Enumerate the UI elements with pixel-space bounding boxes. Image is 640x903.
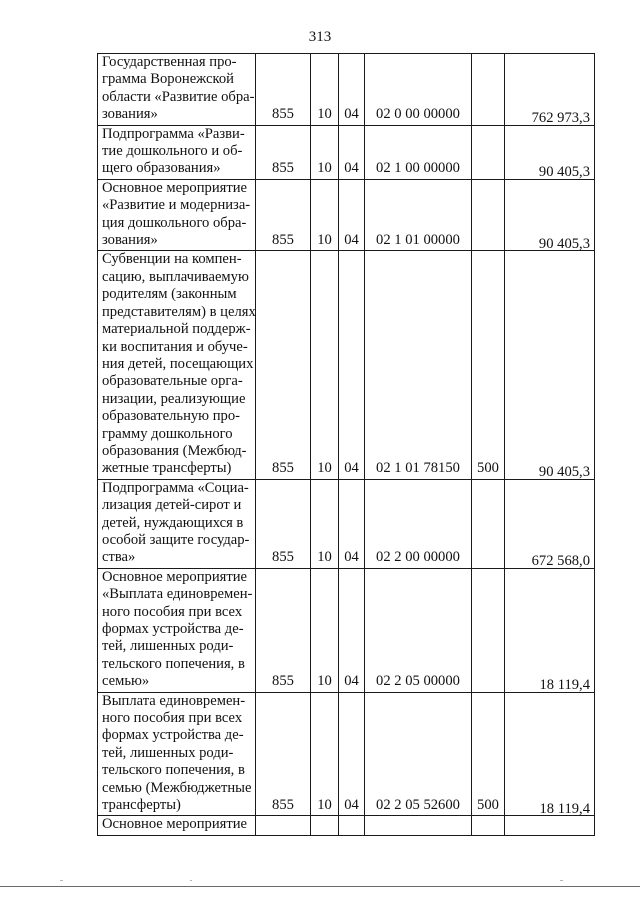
cell-name [98,568,256,692]
name-line: области «Развитие обра- [102,88,255,105]
name-line: «Развитие и модерниза- [102,197,251,214]
cell-rz: 10 [311,251,339,479]
name-line: образовательные орга- [102,373,243,390]
cell-name [98,54,256,126]
name-line: формах устройства де- [102,621,244,637]
name-line: зования» [102,106,158,123]
name-line: низации, реализующие [102,390,246,407]
name-line: семью» [102,673,150,690]
name-line: ного пособия при всех [102,710,243,727]
cell-name [98,692,256,816]
name-line: Основное мероприятие [102,816,248,833]
sum-value: 762 973,3 [531,110,590,127]
cell-csr: 02 0 00 00000 [365,54,472,126]
cell-vr [472,479,505,568]
cell-csr [365,816,472,836]
name-line: особой защите государ- [102,531,250,548]
cell-grbs [256,816,311,836]
sum-value: 90 405,3 [538,464,590,481]
name-line: ства» [102,549,136,566]
sum-value: 90 405,3 [538,236,590,253]
name-line: семью (Межбюджетные [102,779,252,796]
scan-speck [60,880,63,881]
cell-rz: 10 [311,125,339,179]
name-line: формах устройства де- [102,727,244,744]
cell-vr: 500 [472,692,505,816]
cell-sum [505,179,595,251]
name-line: грамму дошкольного [102,425,233,442]
cell-name [98,251,256,479]
name-line: тие дошкольного и об- [102,143,243,160]
table-row [98,568,595,692]
cell-name [98,479,256,568]
name-line: образовательную про- [102,408,240,425]
name-line: лизация детей-сирот и [102,497,242,514]
cell-grbs: 855 [256,54,311,126]
cell-sum [505,692,595,816]
table-row [98,54,595,126]
scan-bottom-rule [0,886,640,887]
name-line: трансферты) [102,797,181,814]
cell-vr [472,568,505,692]
cell-vr [472,54,505,126]
cell-vr [472,179,505,251]
cell-rz: 10 [311,568,339,692]
cell-pr: 04 [339,179,365,251]
cell-sum [505,54,595,126]
cell-vr [472,816,505,836]
page-number: 313 [308,29,332,45]
name-line: Выплата единовремен- [102,692,246,709]
sum-value: 18 119,4 [539,677,590,694]
cell-pr: 04 [339,125,365,179]
name-line: зования» [102,232,158,249]
table-row [98,816,595,836]
sum-value: 90 405,3 [538,164,590,181]
name-line: грамма Воронежской [102,71,234,88]
name-line: Основное мероприятие [102,568,248,585]
cell-grbs: 855 [256,568,311,692]
name-line: «Выплата единовремен- [102,586,253,603]
cell-vr [472,125,505,179]
cell-grbs: 855 [256,251,311,479]
cell-grbs: 855 [256,179,311,251]
cell-grbs: 855 [256,479,311,568]
cell-csr: 02 2 05 00000 [365,568,472,692]
name-line: Подпрограмма «Социа- [102,479,249,496]
name-line: образования (Межбюд- [102,442,247,459]
cell-pr: 04 [339,479,365,568]
name-line: щего образования» [102,160,221,177]
cell-pr: 04 [339,692,365,816]
cell-name [98,816,256,836]
cell-sum [505,568,595,692]
cell-pr: 04 [339,54,365,126]
cell-sum [505,816,595,836]
name-line: Основное мероприятие [102,179,248,196]
name-line: представителям) в целях [102,303,256,320]
cell-csr: 02 1 01 78150 [365,251,472,479]
cell-grbs: 855 [256,125,311,179]
name-line: детей, нуждающихся в [102,514,244,531]
table-row [98,692,595,816]
cell-pr: 04 [339,568,365,692]
cell-rz: 10 [311,479,339,568]
cell-csr: 02 2 00 00000 [365,479,472,568]
name-line: Субвенции на компен- [102,251,242,268]
name-line: тельского попечения, в [102,655,245,672]
cell-pr: 04 [339,251,365,479]
cell-sum [505,251,595,479]
name-line: ния детей, посещающих [102,355,254,372]
cell-csr: 02 1 00 00000 [365,125,472,179]
table-row [98,251,595,479]
cell-sum [505,125,595,179]
name-line: материальной поддерж- [102,321,251,338]
scan-speck [190,880,192,881]
cell-pr [339,816,365,836]
cell-rz: 10 [311,54,339,126]
name-line: ция дошкольного обра- [102,214,247,231]
name-line: сацию, выплачиваемую [102,268,249,285]
sum-value: 672 568,0 [531,553,590,570]
cell-sum [505,479,595,568]
name-line: Государственная про- [102,54,237,70]
table-row [98,125,595,179]
name-line: Подпрограмма «Разви- [102,125,245,142]
table-row [98,179,595,251]
cell-vr: 500 [472,251,505,479]
cell-csr: 02 2 05 52600 [365,692,472,816]
name-line: тей, лишенных роди- [102,638,234,655]
name-line: ки воспитания и обуче- [102,338,248,355]
budget-table [97,53,595,836]
name-line: тей, лишенных роди- [102,744,234,761]
name-line: тельского попечения, в [102,762,245,779]
scan-speck [560,880,563,881]
cell-rz [311,816,339,836]
cell-rz: 10 [311,179,339,251]
cell-rz: 10 [311,692,339,816]
cell-name [98,179,256,251]
cell-grbs: 855 [256,692,311,816]
name-line: жетные трансферты) [102,460,232,477]
table-row [98,479,595,568]
cell-csr: 02 1 01 00000 [365,179,472,251]
name-line: родителям (законным [102,286,237,303]
name-line: ного пособия при всех [102,603,243,620]
sum-value: 18 119,4 [539,801,590,818]
cell-name [98,125,256,179]
